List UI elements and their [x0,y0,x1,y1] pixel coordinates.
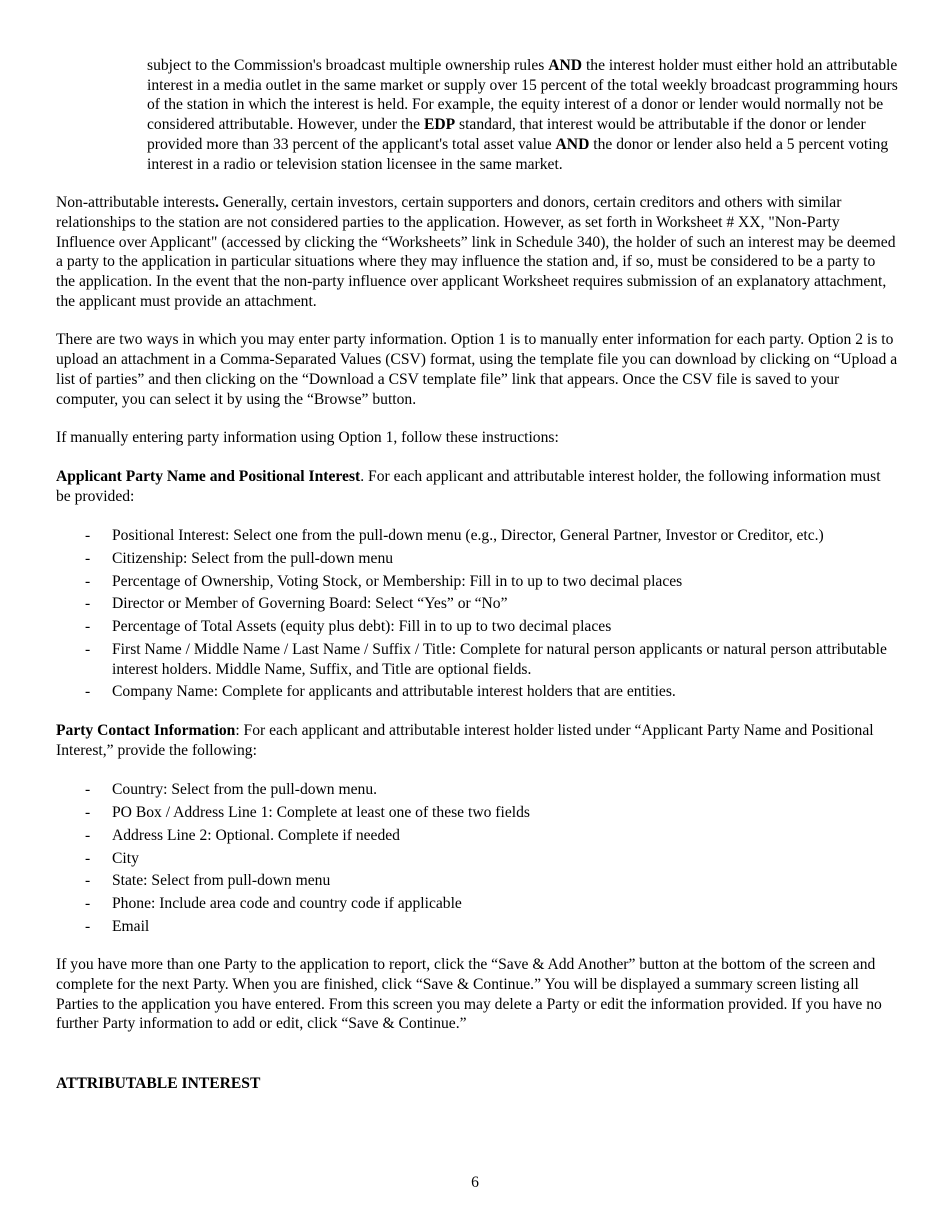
list-dash: - [85,781,91,799]
list-item-text: City [112,849,139,867]
party-contact-list [56,780,898,936]
document-page [56,56,898,1094]
list-item-text: First Name / Middle Name / Last Name / Suffix / Title: Complete for natural person applicants or natural person attributable interest holders. Middle Name, Suffix, and Title are optional fields. [112,640,887,678]
list-item [56,803,898,823]
emphasis-edp: EDP [423,116,456,134]
party-contact-paragraph [56,721,898,760]
list-item [56,917,898,937]
list-item [56,572,898,592]
list-item-text: Country: Select from the pull-down menu. [112,781,378,799]
continuation-text-3: standard, that interest would be attributable if the donor or lender provided more than 33 percent of the applicant's total asset value [147,116,866,153]
page-number: 6 [471,1174,479,1191]
list-item [56,894,898,914]
emphasis-and-2: AND [555,135,590,153]
applicant-party-paragraph [56,467,898,506]
list-dash: - [85,683,91,701]
list-item [56,780,898,800]
list-dash: - [85,527,91,545]
list-dash: - [85,595,91,613]
list-item-text: Positional Interest: Select one from the pull-down menu (e.g., Director, General Partner, Investor or Creditor, etc.) [112,527,824,545]
more-parties-paragraph: If you have more than one Party to the application to report, click the “Save & Add Another” button at the bottom of the screen and complete for the next Party. When you are finished, click “Save & Continue.” You will be displayed a summary screen listing all Parties to the application you have entered. From this screen you may delete a Party or edit the information provided. If you have no further Party information to add or edit, click “Save & Continue.” [56,956,882,1033]
applicant-party-text: . For each applicant and attributable interest holder, the following information must be provided: [56,467,881,505]
continuation-text-4: the donor or lender also held a 5 percent voting interest in a radio or television station licensee in the same market. [147,135,889,173]
list-dash: - [85,804,91,822]
list-item-text: Percentage of Ownership, Voting Stock, or Membership: Fill in to up to two decimal places [112,572,683,590]
list-item [56,849,898,869]
attributable-interest-heading: ATTRIBUTABLE INTEREST [56,1075,261,1093]
option1-intro: If manually entering party information using Option 1, follow these instructions: [56,429,559,447]
list-dash: - [85,550,91,568]
list-item [56,594,898,614]
list-item [56,617,898,637]
list-item-text: PO Box / Address Line 1: Complete at least one of these two fields [112,804,530,822]
non-attributable-paragraph [56,193,898,311]
list-item [56,682,898,702]
applicant-party-heading: Applicant Party Name and Positional Interest [56,467,361,485]
non-attributable-body: Generally, certain investors, certain supporters and donors, certain creditors and others with similar relationships to the station are not considered parties to the application. However, as set forth in Worksheet # XX, "Non-Party Influence over Applicant" (accessed by clicking the “Worksheets” link in Schedule 340), the holder of such an interest may be deemed a party to the application in particular situations where they may influence the station and, if so, must be considered to be a party to the application. In the event that the non-party influence over applicant Worksheet requires submission of an explanatory attachment, the applicant must provide an attachment. [56,194,896,310]
continuation-text-1: subject to the Commission's broadcast multiple ownership rules [147,57,549,74]
continuation-text-2: the interest holder must either hold an attributable interest in a media outlet in the same market or supply over 15 percent of the total weekly broadcast programming hours of the station in which the interest is held. For example, the equity interest of a donor or lender would normally not be considered attributable. However, under the [147,57,898,134]
list-dash: - [85,894,91,912]
list-item-text: Director or Member of Governing Board: Select “Yes” or “No” [112,595,508,613]
non-attributable-period: . [214,194,219,212]
list-item [56,549,898,569]
continuation-paragraph [147,56,899,174]
list-item-text: Address Line 2: Optional. Complete if needed [112,826,400,844]
list-dash: - [85,826,91,844]
non-attributable-lead: Non-attributable interests [56,194,215,212]
list-item-text: Citizenship: Select from the pull-down menu [112,550,394,568]
list-item-text: Company Name: Complete for applicants and attributable interest holders that are entities. [112,683,676,701]
list-item [56,526,898,546]
party-contact-heading: Party Contact Information [56,721,236,739]
list-dash: - [85,872,91,890]
two-ways-paragraph: There are two ways in which you may enter party information. Option 1 is to manually enter information for each party. Option 2 is to upload an attachment in a Comma-Separated Values (CSV) format, using the template file you can download by clicking on “Upload a list of parties” and then clicking on the “Download a CSV template file” link that appears. Once the CSV file is saved to your computer, you can select it by using the “Browse” button. [56,331,898,408]
list-dash: - [85,572,91,590]
list-item [56,826,898,846]
emphasis-and-1: AND [548,57,583,74]
party-contact-text: : For each applicant and attributable interest holder listed under “Applicant Party Name and Positional Interest,” provide the following: [56,721,874,759]
list-dash: - [85,917,91,935]
list-item [56,640,898,679]
list-item-text: Percentage of Total Assets (equity plus debt): Fill in to up to two decimal places [112,618,612,636]
list-item-text: Phone: Include area code and country code if applicable [112,894,462,912]
list-dash: - [85,849,91,867]
list-dash: - [85,640,91,658]
list-dash: - [85,618,91,636]
list-item-text: Email [112,917,150,935]
applicant-party-list [56,526,898,702]
list-item-text: State: Select from pull-down menu [112,872,331,890]
list-item [56,871,898,891]
